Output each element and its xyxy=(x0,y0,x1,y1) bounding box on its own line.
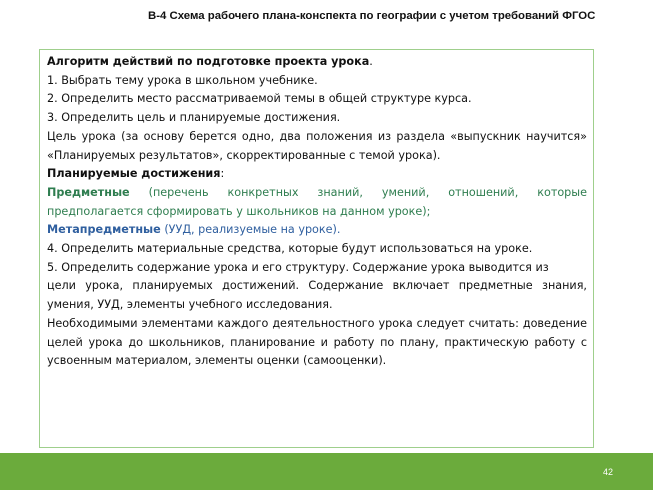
subject-results-label: Предметные xyxy=(47,185,130,199)
algorithm-heading xyxy=(47,53,587,72)
meta-results xyxy=(47,221,587,240)
step-3: 3. Определить цель и планируемые достижения. xyxy=(47,111,341,125)
step-5-continuation: цели урока, планируемых достижений. Содержание включает предметные знания, умения, УУД, элементы учебного исследования. xyxy=(47,279,587,312)
page-number: 42 xyxy=(602,467,613,477)
necessary-elements-paragraph: Необходимыми элементами каждого деятельностного урока следует считать: доведение целей урока до школьников, планирование и работу по плану, практическую работу с усвоенным материалом, элементы оценки (самооценки). xyxy=(47,316,587,368)
step-2: 2. Определить место рассматриваемой темы в общей структуре курса. xyxy=(47,92,472,106)
goal-paragraph: Цель урока (за основу берется одно, два положения из раздела «выпускник научится» «Планируемых результатов», скорректированные с темой урока). xyxy=(47,129,587,162)
subject-results-text: (перечень конкретных знаний, умений, отношений, которые предполагается сформировать у школьников на данном уроке); xyxy=(47,185,587,218)
step-5: 5. Определить содержание урока и его структуру. Содержание урока выводится из xyxy=(47,260,549,274)
slide-title: В-4 Схема рабочего плана-конспекта по географии с учетом требований ФГОС xyxy=(148,10,596,22)
step-1: 1. Выбрать тему урока в школьном учебнике. xyxy=(47,73,318,87)
planned-achievements-heading xyxy=(47,165,587,184)
meta-results-text: (УУД, реализуемые на уроке). xyxy=(160,223,341,237)
step-4: 4. Определить материальные средства, которые будут использоваться на уроке. xyxy=(47,242,533,256)
planned-achievements-label: Планируемые достижения xyxy=(47,167,221,181)
footer-bar xyxy=(0,453,653,490)
algorithm-heading-text: Алгоритм действий по подготовке проекта урока xyxy=(47,55,370,68)
subject-results xyxy=(47,184,587,221)
content-box xyxy=(39,49,594,448)
meta-results-label: Метапредметные xyxy=(47,223,161,237)
planned-achievements-colon: : xyxy=(220,167,225,181)
algorithm-heading-dot: . xyxy=(369,55,373,68)
